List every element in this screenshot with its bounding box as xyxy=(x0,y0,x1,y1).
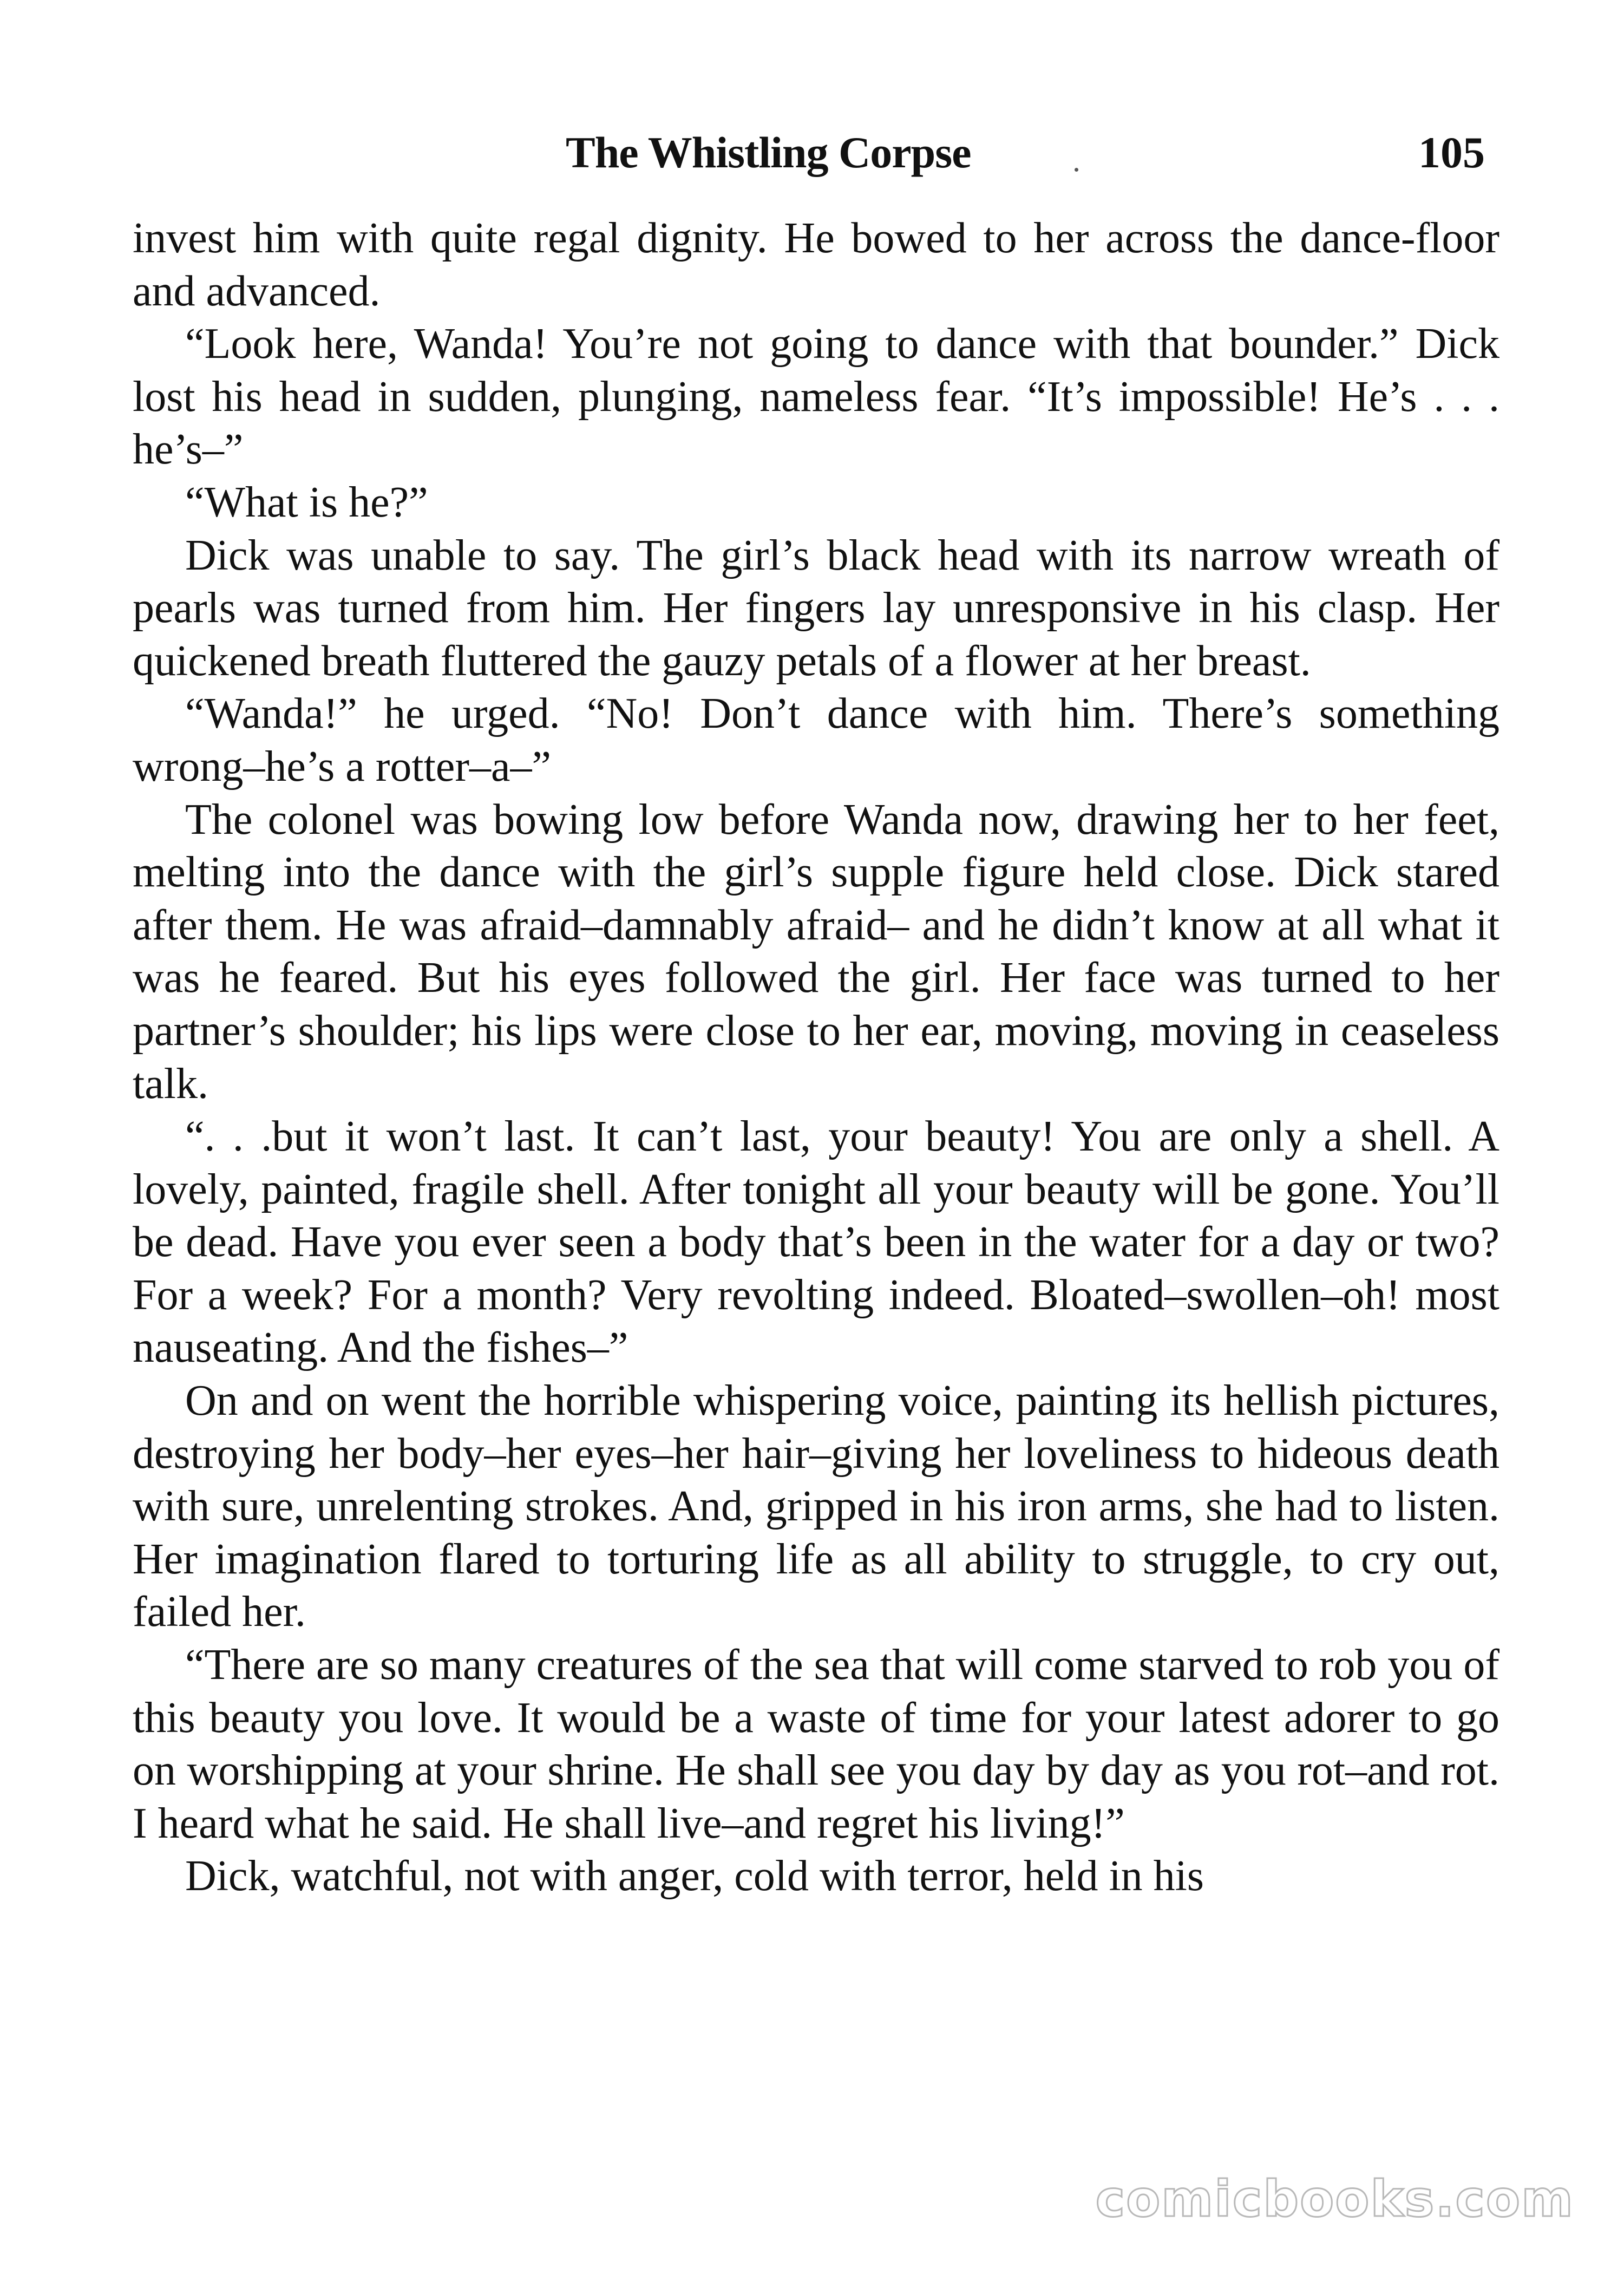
paragraph: “There are so many creatures of the sea that will come starved to rob you of this beauty you love. It would be a waste of time for your latest adorer to go on worshipping at your shrine. He shall see you day by day as you rot–and rot. I heard what he said. He shall live–and regret his living!” xyxy=(133,1641,1499,1847)
paragraph: The colonel was bowing low before Wanda now, drawing her to her feet, melting into the dance with the girl’s supple figure held close. Dick stared after them. He was afraid–damnably afraid– and he didn’t know at all what it was he feared. But his eyes followed the girl. Her face was turned to her partner’s shoulder; his lips were close to her ear, moving, moving in ceaseless talk. xyxy=(133,795,1499,1108)
page-header xyxy=(0,127,1624,187)
paragraph: Dick, watchful, not with anger, cold with terror, held in his xyxy=(185,1852,1204,1900)
body-text xyxy=(133,212,1499,1903)
paragraph: Dick was unable to say. The girl’s black head with its narrow wreath of pearls was turned from him. Her fingers lay unresponsive in his clasp. Her quickened breath fluttered the gauzy petals of a flower at her breast. xyxy=(133,531,1499,685)
paragraph: On and on went the horrible whispering voice, painting its hellish pictures, destroying her body–her eyes–her hair–giving her loveliness to hideous death with sure, unrelenting strokes. And, gripped in his iron arms, she had to listen. Her imagination flared to torturing life as all ability to struggle, to cry out, failed her. xyxy=(133,1377,1499,1636)
paragraph: “Look here, Wanda! You’re not going to dance with that bounder.” Dick lost his head in sudden, plunging, nameless fear. “It’s impossible! He’s . . . he’s–” xyxy=(133,320,1499,474)
running-title: The Whistling Corpse xyxy=(566,128,971,177)
print-speck xyxy=(1075,168,1078,172)
watermark: comicbooks.com xyxy=(1095,2170,1574,2228)
paragraph: “What is he?” xyxy=(185,478,428,526)
paragraph: “. . .but it won’t last. It can’t last, your beauty! You are only a shell. A lovely, painted, fragile shell. After tonight all your beauty will be gone. You’ll be dead. Have you ever seen a body that’s been in the water for a day or two? For a week? For a month? Very revolting indeed. Bloated–swollen–oh! most nauseating. And the fishes–” xyxy=(133,1113,1499,1372)
paragraph: “Wanda!” he urged. “No! Don’t dance with him. There’s something wrong–he’s a rotter–a–” xyxy=(133,690,1499,790)
paragraph: invest him with quite regal dignity. He bowed to her across the dance-floor and advanced. xyxy=(133,214,1499,315)
page-number: 105 xyxy=(1418,128,1485,177)
